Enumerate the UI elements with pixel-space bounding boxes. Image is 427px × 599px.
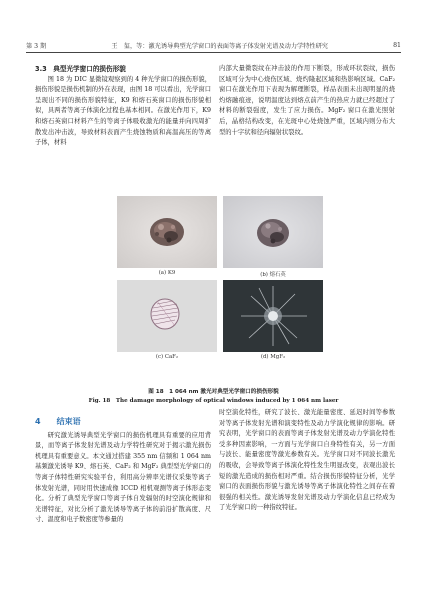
section-3-3	[35, 64, 211, 149]
header-rule	[26, 52, 401, 53]
issue-label: 第 3 期	[26, 42, 47, 50]
paragraph: 研究激光诱导典型光学窗口的损伤机理具有重要的应用背景，而等离子体发射光谱及动力学特性研究对于揭示激光损伤机理具有重要意义。本文通过搭建 355 nm 信频和 1 064 nm 基频激光诱导 K9、熔石英、CaF₂ 和 MgF₂ 典型型光学窗口的等离子体特性研究实验平台，利用高分辨率光谱仪采集等离子体发射光谱，同时用快速成像 ICCD 相机观测等离子体形态变化。分析了典型光学窗口等离子体自发辐射的时空演化规律和光谱特征，对比分析了激光诱导等离子体的前沿扩散高度、尺寸、温度和电子数密度等参量的	[35, 431, 211, 524]
figure-panel-c-caption: (c) CaF₂	[155, 354, 179, 360]
figure-panel-b-image	[223, 196, 323, 268]
section-4-title: 结束语	[56, 417, 81, 426]
section-3-3-heading: 3.3 典型光学窗口的损伤形貌	[35, 65, 126, 73]
figure-panel-c-image	[117, 280, 217, 352]
figure-caption-cn: 图 18 1 064 nm 激光对典型光学窗口的损伤形貌	[148, 389, 279, 395]
section-4-number: 4	[35, 417, 41, 426]
figure-panel-d-image	[223, 280, 323, 352]
page-header	[26, 38, 401, 52]
page-number: 81	[393, 41, 401, 49]
figure-panel-a-caption: (a) K9	[158, 270, 176, 276]
section-4-heading	[35, 417, 211, 428]
section-4	[35, 417, 211, 526]
figure-caption-en: Fig. 18 The damage morphology of optical windows induced by 1 064 nm laser	[88, 398, 339, 404]
figure-panel-a-image	[117, 196, 217, 268]
right-column-top	[219, 64, 395, 138]
paragraph: 内部大量微裂纹在冲击波的作用下断裂，形成环状裂纹，损伤区域可分为中心烧伤区域、烧灼隆起区域和热影响区域。CaF₂ 窗口在激光作用下表现为解理断裂，样品表面未出现明显的烧灼熔融痕迹，说明温度达到熔点前产生的热应力就已经超过了材料的断裂强度，发生了应力损伤。MgF₂ 窗口在激光照射后，晶格结构改变，在光斑中心处烧蚀严重，区域内则分布大型的十字状和径向辐射状裂纹。	[219, 65, 395, 136]
figure-panel-d-caption: (d) MgF₂	[260, 354, 286, 360]
figure-panel-b-caption: (b) 熔石英	[260, 272, 286, 278]
right-column-bottom	[219, 408, 395, 514]
running-title: 王 玺，等：激光诱导典型光学窗口的表面等离子体发射光谱及动力学特性研究	[111, 42, 328, 50]
paragraph: 时空演化特性，研究了波长、激光能量密度、延迟时间等参数对等离子体发射光谱和演变特性及动力学演化规律的影响。研究表明，光学窗口的表面等离子体发射光谱及动力学演化特性受多种因素影响，一方面与光学窗口自身特性有关，另一方面与波长、能量密度等激光参数有关。光学窗口对不同波长激光的吸收，会导致等离子体演化特性发生明显改变，表观出波长短的激光造成的损伤相对严重。结合损伤形貌特征分析，光学窗口的表面损伤形貌与激光诱导等离子体演化特性之间存在着很强的相关性。激光诱导发射光谱及动力学演化信息已经成为了光学窗口的一种指纹特征。	[219, 409, 395, 512]
paragraph: 图 18 为 DIC 显微镜观察到的 4 种光学窗口的损伤形貌，损伤形貌是损伤机制的外在表现，由图 18 可以看出，光学窗口呈现出不同的损伤形貌特征，K9 和熔石英窗口的损伤形貌相似，具两者等离子体演化过程也基本相同。在激光作用下，K9 和熔石英窗口材料产生的等离子体吸收激光的能量并向四周扩散发出冲击波，导致材料表面产生烧蚀物质和高温高压的等离子体，材料	[35, 75, 211, 147]
